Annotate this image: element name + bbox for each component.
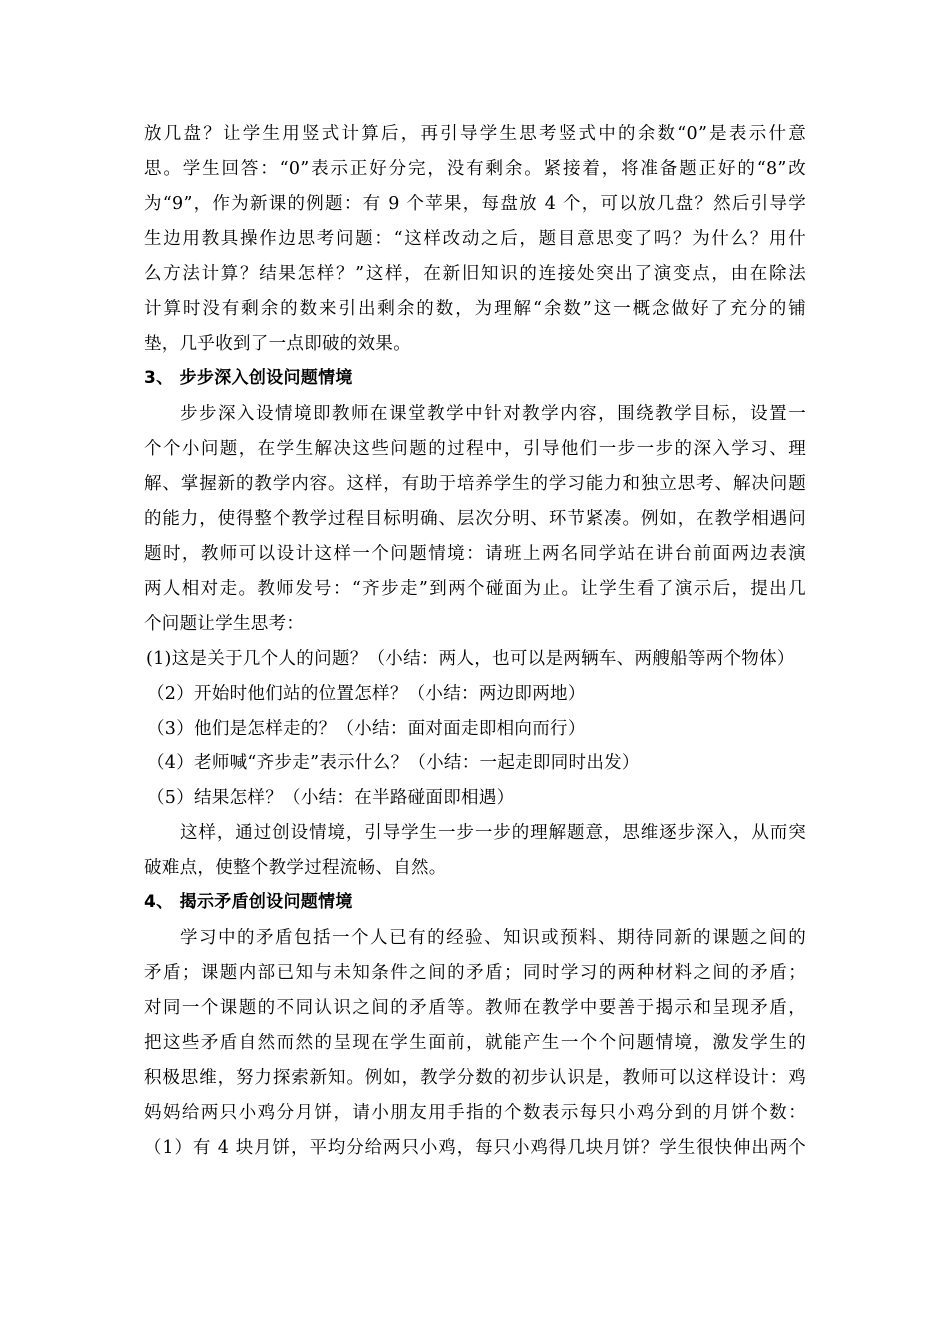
paragraph-line: 对同一个课题的不同认识之间的矛盾等。教师在教学中要善于揭示和呈现矛盾， [144,998,806,1018]
list-item: (1)这是关于几个人的问题？（小结：两人，也可以是两辆车、两艘船等两个物体） [146,649,795,669]
paragraph-line: 学习中的矛盾包括一个人已有的经验、知识或预料、期待同新的课题之间的 [180,928,806,948]
list-item: （5）结果怎样？（小结：在半路碰面即相遇） [147,788,515,808]
paragraph-line: 么方法计算？结果怎样？”这样，在新旧知识的连接处突出了演变点，由在除法 [144,264,806,284]
paragraph-line: 这样，通过创设情境，引导学生一步一步的理解题意，思维逐步深入，从而突 [180,823,806,843]
paragraph-line: 生边用教具操作边思考问题：“这样改动之后，题目意思变了吗？为什么？用什 [144,229,806,249]
list-item: （2）开始时他们站的位置怎样？（小结：两边即两地） [147,684,586,704]
paragraph-line: 个问题让学生思考： [144,614,305,634]
paragraph-line: 计算时没有剩余的数来引出剩余的数，为理解“余数”这一概念做好了充分的铺 [144,299,806,319]
paragraph-line: 题时，教师可以设计这样一个问题情境：请班上两名同学站在讲台前面两边表演 [144,544,806,564]
paragraph-line: 矛盾；课题内部已知与未知条件之间的矛盾；同时学习的两种材料之间的矛盾； [144,963,806,983]
list-item: （4）老师喊“齐步走”表示什么？（小结：一起走即同时出发） [147,753,640,773]
paragraph-line: 的能力，使得整个教学过程目标明确、层次分明、环节紧凑。例如，在教学相遇问 [144,509,806,529]
paragraph-line: 两人相对走。教师发号：“齐步走”到两个碰面为止。让学生看了演示后，提出几 [144,579,806,599]
paragraph-line: 解、掌握新的教学内容。这样，有助于培养学生的学习能力和独立思考、解决问题 [144,474,806,494]
paragraph-line: 为“9”，作为新课的例题：有 9 个苹果，每盘放 4 个，可以放几盘？然后引导学 [144,194,806,214]
section-heading: 4、 揭示矛盾创设问题情境 [144,892,353,912]
paragraph-line: 垫，几乎收到了一点即破的效果。 [144,334,411,354]
paragraph-line: 妈妈给两只小鸡分月饼，请小朋友用手指的个数表示每只小鸡分到的月饼个数： [144,1103,806,1123]
paragraph-line: 个个小问题，在学生解决这些问题的过程中，引导他们一步一步的深入学习、理 [144,439,806,459]
paragraph-line: 放几盘？让学生用竖式计算后，再引导学生思考竖式中的余数“0”是表示什意 [144,124,806,144]
paragraph-line: 把这些矛盾自然而然的呈现在学生面前，就能产生一个个问题情境，激发学生的 [144,1033,806,1053]
section-heading: 3、 步步深入创设问题情境 [144,368,353,388]
paragraph-line: 思。学生回答：“0”表示正好分完，没有剩余。紧接着，将准备题正好的“8”改 [144,159,806,179]
paragraph-line: 破难点，使整个教学过程流畅、自然。 [144,858,447,878]
paragraph-line: （1）有 4 块月饼，平均分给两只小鸡，每只小鸡得几块月饼？学生很快伸出两个 [144,1138,806,1158]
list-item: （3）他们是怎样走的？（小结：面对面走即相向而行） [147,719,586,739]
paragraph-line: 积极思维，努力探索新知。例如，教学分数的初步认识是，教师可以这样设计：鸡 [144,1068,806,1088]
paragraph-line: 步步深入设情境即教师在课堂教学中针对教学内容，围绕教学目标，设置一 [180,404,806,424]
